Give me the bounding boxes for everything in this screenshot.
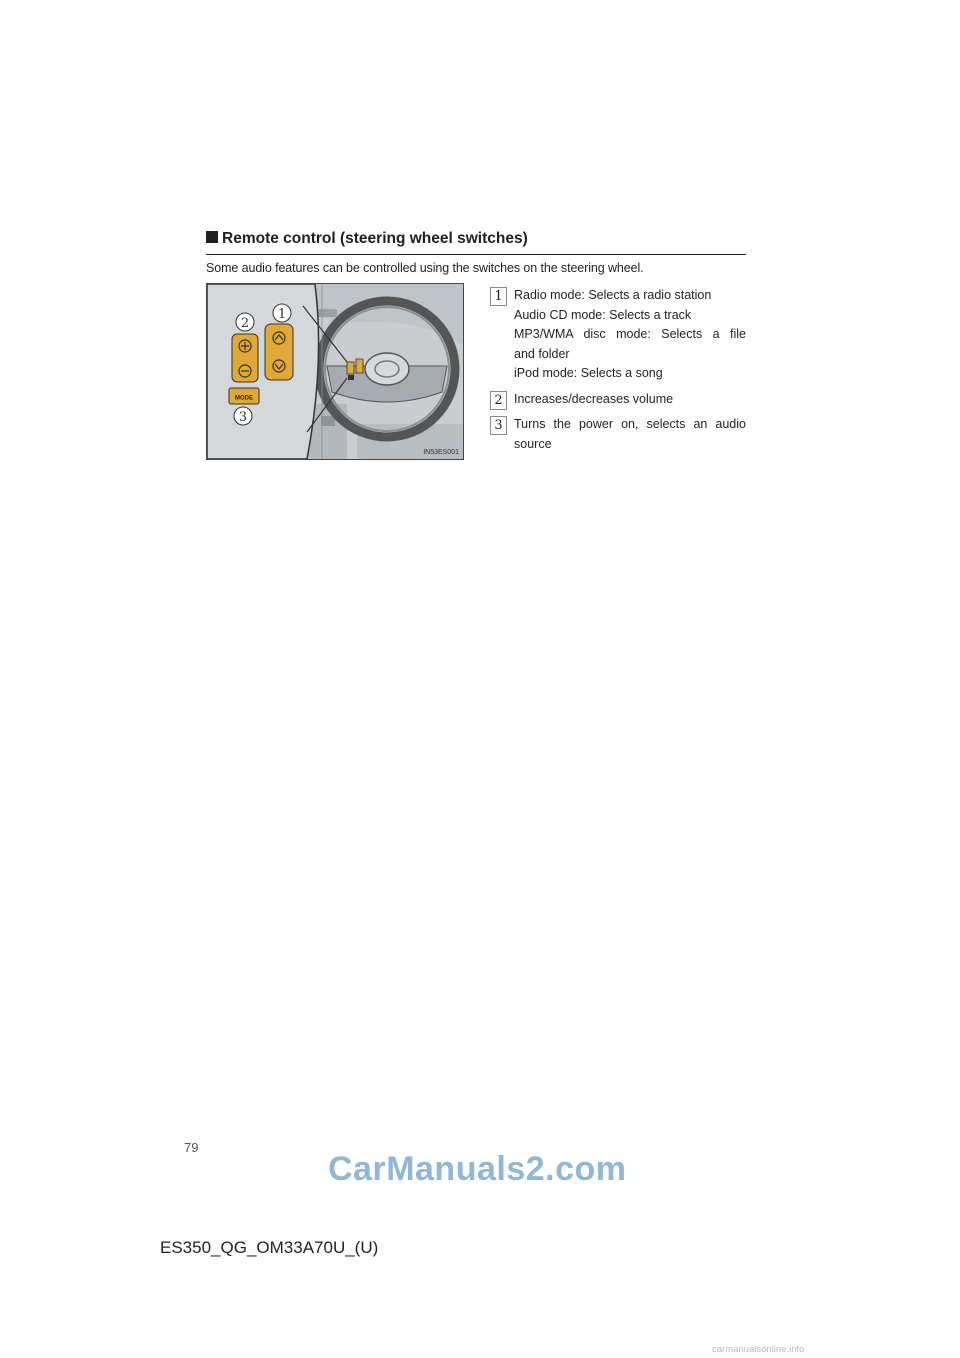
legend-line: Audio CD mode: Selects a track bbox=[514, 307, 692, 322]
page-number: 79 bbox=[184, 1140, 199, 1155]
legend-line: MP3/WMA disc mode: Selects a file bbox=[514, 327, 746, 341]
watermark: CarManuals2.com bbox=[328, 1150, 627, 1188]
section-heading bbox=[206, 230, 746, 255]
callout-2: 2 bbox=[240, 316, 250, 331]
section-title: Remote control (steering wheel switches) bbox=[222, 230, 528, 247]
legend-line: Turns the power on, selects an audio bbox=[514, 417, 746, 431]
callout-1: 1 bbox=[277, 307, 287, 322]
footer-watermark: carmanualsonline.info bbox=[712, 1344, 805, 1355]
legend-number: 2 bbox=[490, 391, 507, 410]
mode-button-label: MODE bbox=[235, 395, 253, 402]
intro-text: Some audio features can be controlled using the switches on the steering wheel. bbox=[206, 261, 644, 275]
legend-number: 1 bbox=[490, 287, 507, 306]
callout-3: 3 bbox=[238, 410, 248, 425]
steering-switch-illustration bbox=[206, 283, 464, 460]
legend-line: Increases/decreases volume bbox=[514, 391, 674, 406]
legend-number: 3 bbox=[490, 416, 507, 435]
legend-item bbox=[490, 415, 746, 454]
image-code: IN53ES001 bbox=[423, 449, 459, 456]
legend-item bbox=[490, 390, 746, 410]
square-bullet-icon bbox=[206, 231, 218, 243]
callout-legend bbox=[490, 286, 746, 460]
legend-line: Radio mode: Selects a radio station bbox=[514, 288, 712, 302]
document-code: ES350_QG_OM33A70U_(U) bbox=[160, 1238, 379, 1257]
legend-line: source bbox=[514, 436, 552, 451]
legend-item bbox=[490, 286, 746, 384]
legend-line: iPod mode: Selects a song bbox=[514, 366, 663, 380]
legend-line: and folder bbox=[514, 346, 570, 361]
steering-wheel-image bbox=[207, 284, 463, 459]
